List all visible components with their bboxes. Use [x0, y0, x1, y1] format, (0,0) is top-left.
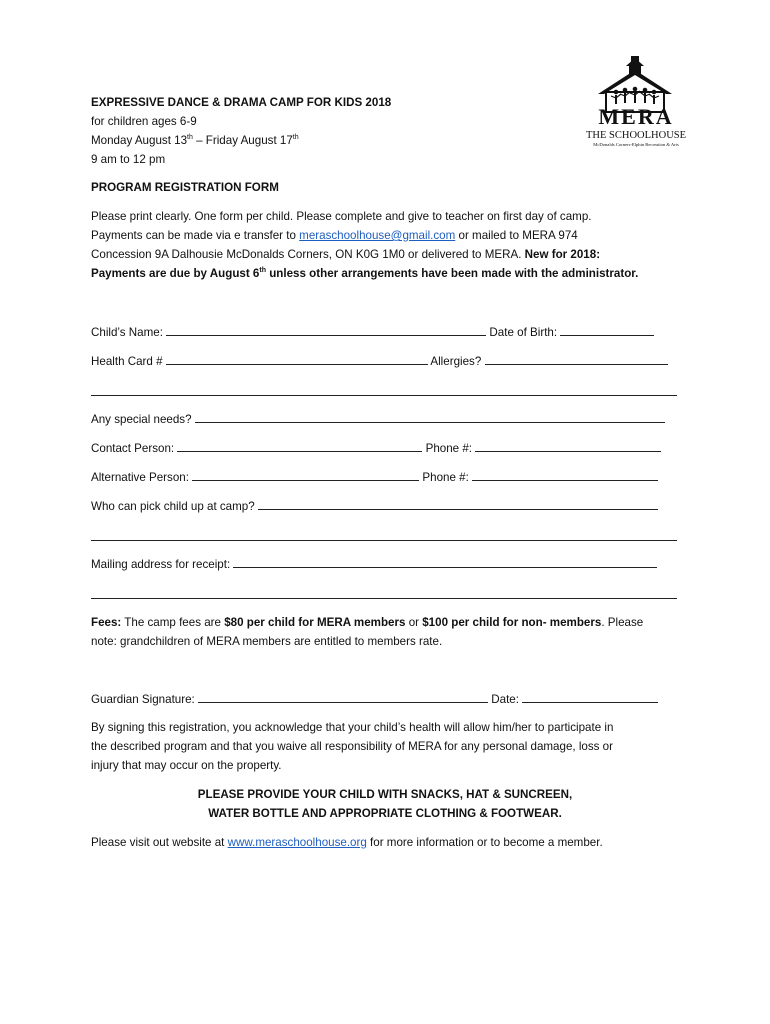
allergies-continuation-field[interactable]: [91, 394, 677, 396]
signature-date-label: Date:: [491, 693, 519, 706]
alt-phone-field[interactable]: [472, 469, 658, 481]
contact-person-label: Contact Person:: [91, 442, 175, 455]
allergies-field[interactable]: [485, 353, 668, 365]
mailing-label: Mailing address for receipt:: [91, 558, 231, 571]
child-name-label: Child’s Name:: [91, 326, 163, 339]
signature-label: Guardian Signature:: [91, 693, 195, 706]
reminder-line-1: PLEASE PROVIDE YOUR CHILD WITH SNACKS, HAT & SUNCREEN,: [197, 788, 573, 801]
mera-schoolhouse-logo: [584, 54, 688, 152]
pickup-continuation-field[interactable]: [91, 539, 677, 541]
signature-row: [91, 691, 658, 707]
phone-label: Phone #:: [425, 442, 473, 455]
alt-person-row: [91, 469, 658, 485]
alt-person-label: Alternative Person:: [91, 471, 189, 484]
health-row: [91, 353, 668, 369]
special-needs-label: Any special needs?: [91, 413, 192, 426]
intro-line-3: Concession 9A Dalhousie McDonalds Corners, ON K0G 1M0 or delivered to MERA. New for 2018:: [91, 248, 601, 261]
alt-phone-label: Phone #:: [422, 471, 469, 484]
pickup-label: Who can pick child up at camp?: [91, 500, 255, 513]
pickup-field[interactable]: [258, 498, 658, 510]
phone-field[interactable]: [475, 440, 661, 452]
special-needs-row: [91, 411, 665, 427]
consent-line-1: By signing this registration, you acknowledge that your child’s health will allow him/her to participate in: [91, 721, 614, 734]
dob-label: Date of Birth:: [489, 326, 558, 339]
child-name-field[interactable]: [166, 324, 486, 336]
fees-line-2: note: grandchildren of MERA members are entitled to members rate.: [91, 635, 443, 648]
logo-subtitle: THE SCHOOLHOUSE: [586, 130, 687, 141]
mailing-row: [91, 556, 657, 572]
email-link[interactable]: meraschoolhouse@gmail.com: [299, 229, 456, 242]
logo-name: MERA: [598, 104, 674, 129]
child-name-row: [91, 324, 654, 340]
consent-line-3: injury that may occur on the property.: [91, 759, 282, 772]
logo-tagline: McDonalds Corners-Elphin Recreation & Arts: [593, 142, 679, 147]
health-card-field[interactable]: [166, 353, 428, 365]
special-needs-field[interactable]: [195, 411, 665, 423]
mailing-continuation-field[interactable]: [91, 597, 677, 599]
contact-row: [91, 440, 661, 456]
mailing-field[interactable]: [233, 556, 657, 568]
signature-field[interactable]: [198, 691, 488, 703]
health-card-label: Health Card #: [91, 355, 163, 368]
contact-person-field[interactable]: [177, 440, 422, 452]
camp-title: EXPRESSIVE DANCE & DRAMA CAMP FOR KIDS 2018: [91, 96, 392, 109]
intro-line-4: Payments are due by August 6th unless other arrangements have been made with the administrator.: [91, 267, 639, 280]
camp-dates: Monday August 13th – Friday August 17th: [91, 134, 299, 147]
alt-person-field[interactable]: [192, 469, 419, 481]
signature-date-field[interactable]: [522, 691, 658, 703]
footer-line: Please visit out website at www.meraschoolhouse.org for more information or to become a member.: [91, 836, 603, 849]
fees-line-1: Fees: The camp fees are $80 per child for MERA members or $100 per child for non- members. Please: [91, 616, 644, 629]
allergies-label: Allergies?: [430, 355, 482, 368]
camp-ages: for children ages 6-9: [91, 115, 197, 128]
form-title: PROGRAM REGISTRATION FORM: [91, 181, 279, 194]
website-link[interactable]: www.meraschoolhouse.org: [227, 836, 367, 849]
camp-time: 9 am to 12 pm: [91, 153, 166, 166]
dob-field[interactable]: [560, 324, 654, 336]
consent-line-2: the described program and that you waive all responsibility of MERA for any personal damage, loss or: [91, 740, 613, 753]
intro-line-2: Payments can be made via e transfer to meraschoolhouse@gmail.com or mailed to MERA 974: [91, 229, 578, 242]
reminder-line-2: WATER BOTTLE AND APPROPRIATE CLOTHING & FOOTWEAR.: [208, 807, 562, 820]
pickup-row: [91, 498, 658, 514]
intro-line-1: Please print clearly. One form per child. Please complete and give to teacher on first day of camp.: [91, 210, 592, 223]
